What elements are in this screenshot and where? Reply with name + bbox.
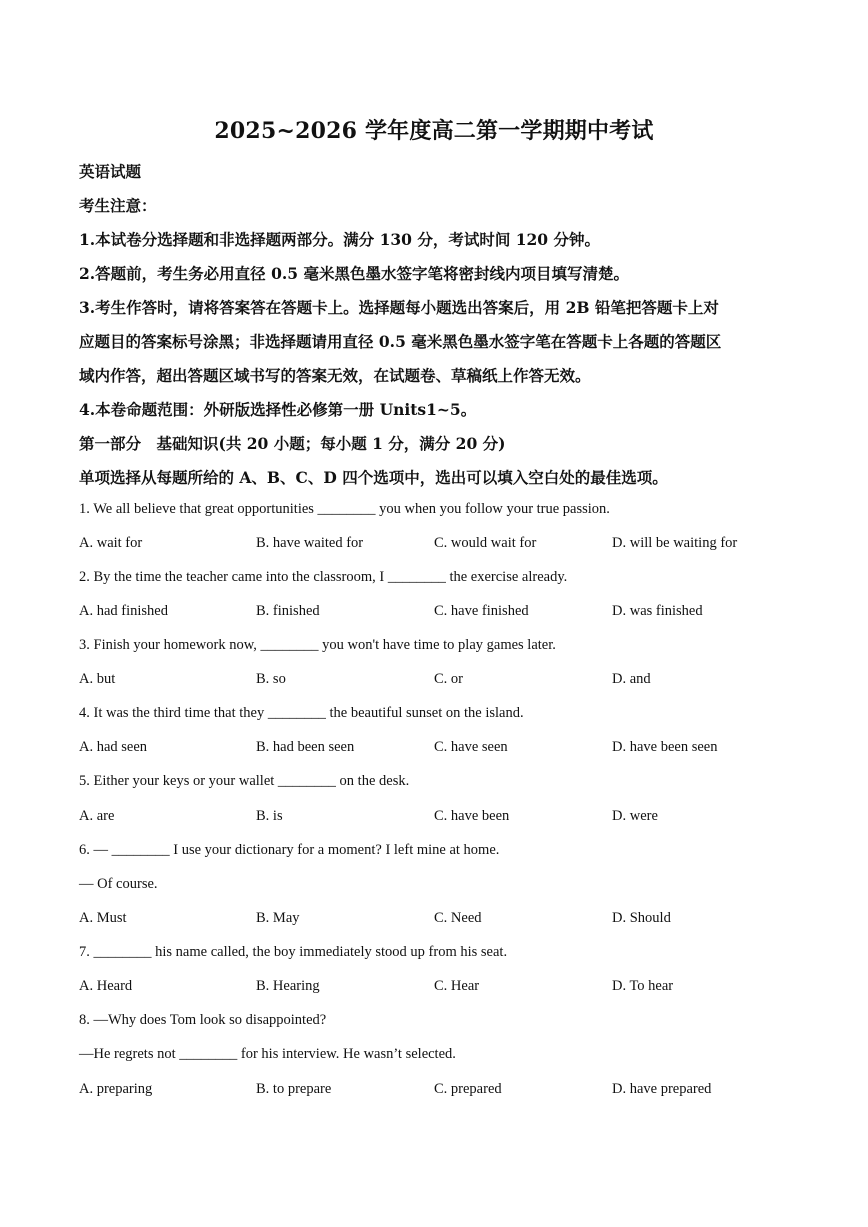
question-stem: 5. Either your keys or your wallet ________ on the desk. xyxy=(79,773,410,789)
notice-line: 2.答题前，考生务必用直径 0.5 毫米黑色墨水签字笔将密封线内项目填写清楚。 xyxy=(79,264,629,283)
question-stem: 8. —Why does Tom look so disappointed? xyxy=(79,1012,327,1028)
option-d: D. have been seen xyxy=(612,739,718,755)
option-a: A. had finished xyxy=(79,603,168,619)
question-stem: 1. We all believe that great opportunities ________ you when you follow your true passion. xyxy=(79,501,610,517)
option-a: A. preparing xyxy=(79,1081,153,1097)
notice-line: 4.本卷命题范围：外研版选择性必修第一册 Units1~5。 xyxy=(79,400,477,419)
question-stem: 7. ________ his name called, the boy immediately stood up from his seat. xyxy=(79,944,508,960)
notice-heading: 考生注意： xyxy=(79,196,157,215)
question-stem: 3. Finish your homework now, ________ you won't have time to play games later. xyxy=(79,637,556,653)
option-a: A. had seen xyxy=(79,739,148,755)
option-a: A. Heard xyxy=(79,978,133,994)
section-heading: 第一部分 基础知识(共 20 小题；每小题 1 分，满分 20 分) xyxy=(79,434,506,453)
question-stem: 2. By the time the teacher came into the classroom, I ________ the exercise already. xyxy=(79,569,568,585)
option-b: B. had been seen xyxy=(256,739,355,755)
notice-line: 域内作答，超出答题区域书写的答案无效，在试题卷、草稿纸上作答无效。 xyxy=(79,366,591,385)
option-a: A. Must xyxy=(79,910,127,926)
option-b: B. have waited for xyxy=(256,535,364,551)
question-stem: 6. — ________ I use your dictionary for a moment? I left mine at home. xyxy=(79,842,500,858)
notice-line: 应题目的答案标号涂黑；非选择题请用直径 0.5 毫米黑色墨水签字笔在答题卡上各题的答题区 xyxy=(79,332,722,351)
option-c: C. have been xyxy=(434,808,510,824)
option-c: C. Need xyxy=(434,910,482,926)
option-c: C. or xyxy=(434,671,463,687)
option-d: D. were xyxy=(612,808,658,824)
question-stem: 4. It was the third time that they ________ the beautiful sunset on the island. xyxy=(79,705,524,721)
option-d: D. have prepared xyxy=(612,1081,712,1097)
exam-title: 2025~2026 学年度高二第一学期期中考试 xyxy=(214,118,654,144)
option-d: D. To hear xyxy=(612,978,674,994)
option-d: D. will be waiting for xyxy=(612,535,738,551)
option-a: A. wait for xyxy=(79,535,143,551)
subject-label: 英语试题 xyxy=(79,162,142,181)
option-d: D. Should xyxy=(612,910,671,926)
option-c: C. would wait for xyxy=(434,535,537,551)
option-c: C. prepared xyxy=(434,1081,502,1097)
option-a: A. but xyxy=(79,671,116,687)
question-dialogue-line: —He regrets not ________ for his interview. He wasn’t selected. xyxy=(79,1046,456,1062)
notice-line: 3.考生作答时，请将答案答在答题卡上。选择题每小题选出答案后，用 2B 铅笔把答题卡上对 xyxy=(79,298,719,317)
option-b: B. is xyxy=(256,808,283,824)
notice-line: 1.本试卷分选择题和非选择题两部分。满分 130 分，考试时间 120 分钟。 xyxy=(79,230,600,249)
question-dialogue-line: — Of course. xyxy=(79,876,158,892)
option-b: B. May xyxy=(256,910,300,926)
option-a: A. are xyxy=(79,808,115,824)
option-b: B. finished xyxy=(256,603,320,619)
option-d: D. and xyxy=(612,671,651,687)
option-c: C. have finished xyxy=(434,603,529,619)
option-c: C. Hear xyxy=(434,978,480,994)
option-b: B. to prepare xyxy=(256,1081,332,1097)
section-instruction: 单项选择从每题所给的 A、B、C、D 四个选项中，选出可以填入空白处的最佳选项。 xyxy=(79,468,668,487)
option-b: B. Hearing xyxy=(256,978,320,994)
option-d: D. was finished xyxy=(612,603,703,619)
option-c: C. have seen xyxy=(434,739,508,755)
option-b: B. so xyxy=(256,671,286,687)
